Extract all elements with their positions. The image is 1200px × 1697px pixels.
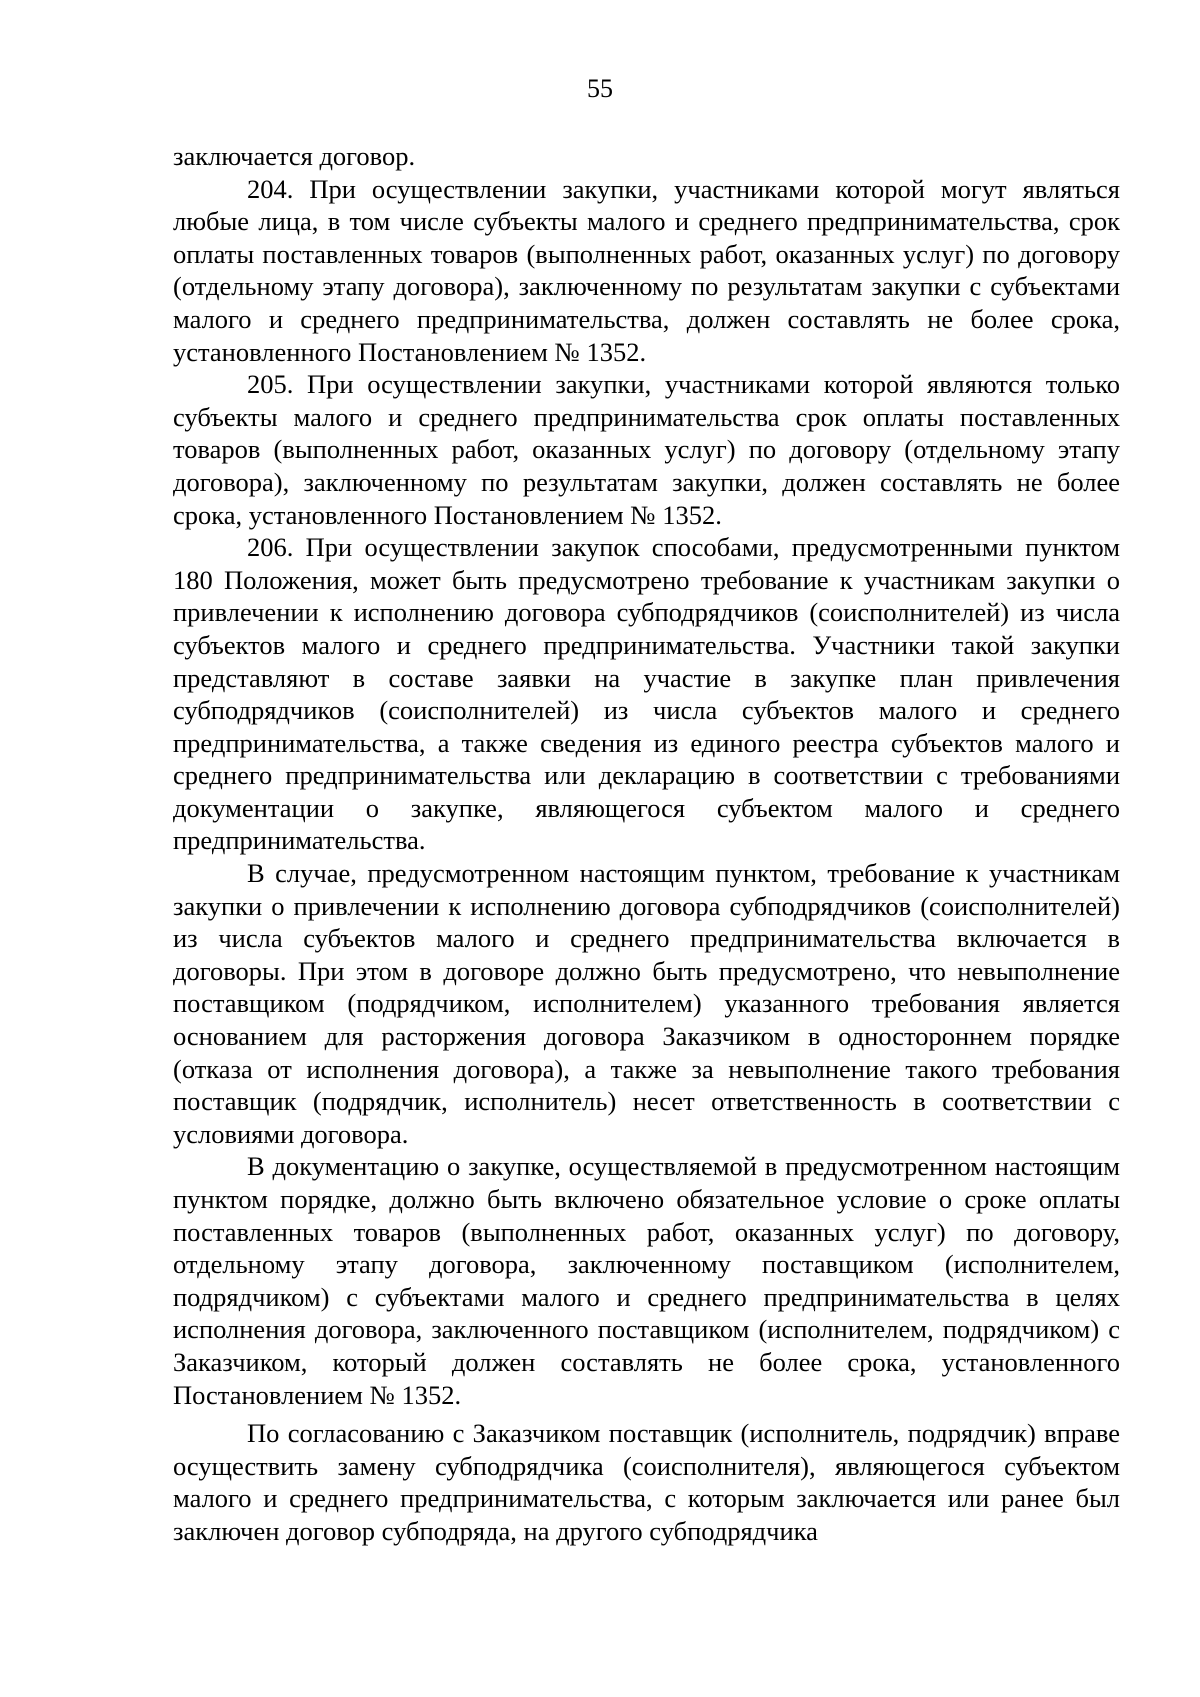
paragraph-205: 205. При осуществлении закупки, участниками которой являются только субъекты малого и среднего предпринимательства срок оплаты поставленных товаров (выполненных работ, оказанных услуг) по договору (отдельному этапу договора), заключенному по результатам закупки, должен составлять не более срока, установленного Постановлением № 1352.	[173, 369, 1120, 530]
document-body	[173, 140, 1120, 1548]
paragraph-206: 206. При осуществлении закупок способами, предусмотренными пунктом 180 Положения, может быть предусмотрено требование к участникам закупки о привлечении к исполнению договора субподрядчиков (соисполнителей) из числа субъектов малого и среднего предпринимательства. Участники такой закупки представляют в составе заявки на участие в закупке план привлечения субподрядчиков (соисполнителей) из числа субъектов малого и среднего предпринимательства, а также сведения из единого реестра субъектов малого и среднего предпринимательства или декларацию в соответствии с требованиями документации о закупке, являющегося субъектом малого и среднего предпринимательства.	[173, 532, 1120, 856]
paragraph-206-case: В случае, предусмотренном настоящим пунктом, требование к участникам закупки о привлечении к исполнению договора субподрядчиков (соисполнителей) из числа субъектов малого и среднего предпринимательства включается в договоры. При этом в договоре должно быть предусмотрено, что невыполнение поставщиком (подрядчиком, исполнителем) указанного требования является основанием для расторжения договора Заказчиком в одностороннем порядке (отказа от исполнения договора), а также за невыполнение такого требования поставщик (подрядчик, исполнитель) несет ответственность в соответствии с условиями договора.	[173, 858, 1120, 1149]
paragraph-204: 204. При осуществлении закупки, участниками которой могут являться любые лица, в том числе субъекты малого и среднего предпринимательства, срок оплаты поставленных товаров (выполненных работ, оказанных услуг) по договору (отдельному этапу договора), заключенному по результатам закупки с субъектами малого и среднего предпринимательства, должен составлять не более срока, установленного Постановлением № 1352.	[173, 173, 1120, 367]
paragraph-206-documentation: В документацию о закупке, осуществляемой в предусмотренном настоящим пунктом порядке, должно быть включено обязательное условие о сроке оплаты поставленных товаров (выполненных работ, оказанных услуг) по договору, отдельному этапу договора, заключенному поставщиком (исполнителем, подрядчиком) с субъектами малого и среднего предпринимательства в целях исполнения договора, заключенного поставщиком (исполнителем, подрядчиком) с Заказчиком, который должен составлять не более срока, установленного Постановлением № 1352.	[173, 1151, 1120, 1410]
page-number: 55	[587, 74, 613, 103]
paragraph-continuation: заключается договор.	[173, 141, 416, 171]
paragraph-206-replacement: По согласованию с Заказчиком поставщик (исполнитель, подрядчик) вправе осуществить замену субподрядчика (соисполнителя), являющегося субъектом малого и среднего предпринимательства, с которым заключается или ранее был заключен договор субподряда, на другого субподрядчика	[173, 1418, 1120, 1546]
